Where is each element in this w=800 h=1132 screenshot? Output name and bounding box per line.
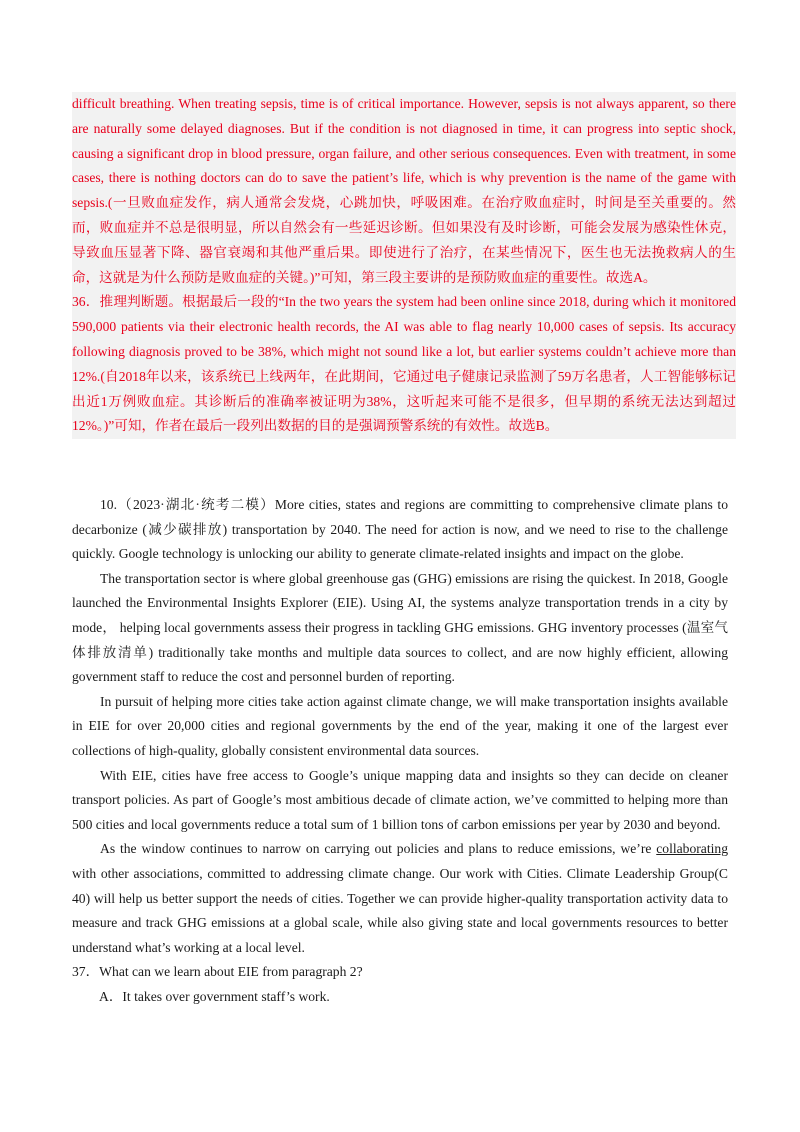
paragraph-5-end: with other associations, committed to addressing climate change. Our work with Cities. Climate Leadership Group(C 40) will help us better support the needs of cities. Together we can provide higher-quality transportation activity data to measure and track GHG emissions at a global scale, while also giving state and local governments resources to better understand what’s working at a local level. — [72, 865, 728, 955]
answer-explanation-36: 36．推理判断题。根据最后一段的“In the two years the system had been online since 2018, during which it monitored 590,000 patients via their electronic health records, the AI was able to flag nearly 10,000 cases of sepsis. Its accuracy following diagnosis proved to be 38%, which might not sound like a lot, but earlier systems couldn’t achieve more than 12%.(自2018年以来，该系统已上线两年，在此期间，它通过电子健康记录监测了59万名患者，人工智能够标记出近1万例败血症。其诊断后的准确率被证明为38%，这听起来可能不是很多，但早期的系统无法达到超过12%。)”可知，作者在最后一段列出数据的目的是强调预警系统的有效性。故选B。 — [72, 294, 736, 434]
question-37-option-a: A．It takes over government staff’s work. — [99, 988, 330, 1004]
answer-explanation-block — [72, 92, 736, 439]
passage-paragraph-3: In pursuit of helping more cities take action against climate change, we will make transportation insights available in EIE for over 20,000 cities and regional governments by the end of the year, making it one of the largest ever collections of high-quality, globally consistent environmental data sources. — [72, 693, 728, 758]
passage-paragraph-2: The transportation sector is where global greenhouse gas (GHG) emissions are rising the quickest. In 2018, Google launched the Environmental Insights Explorer (EIE). Using AI, the systems analyze transportation trends in a city by mode， helping local governments assess their progress in tackling GHG emissions. GHG inventory processes (温室气体排放清单) traditionally take months and multiple data sources to collect, and are now highly efficient, allowing government staff to reduce the cost and personnel burden of reporting. — [72, 570, 728, 685]
paragraph-1-text: More cities, states and regions are committing to comprehensive climate plans to decarbonize (减少碳排放) transportation by 2040. The need for action is now, and we need to rise to the challenge quickly. Google technology is unlocking our ability to generate climate-related insights and impact on the globe. — [72, 497, 728, 562]
question-number: 10. — [100, 497, 117, 512]
reading-passage — [72, 493, 728, 1009]
passage-paragraph-1 — [72, 493, 728, 567]
paragraph-5-start: As the window continues to narrow on carrying out policies and plans to reduce emissions, we’re — [100, 841, 657, 857]
question-source: （2023·湖北·统考二模） — [117, 497, 275, 512]
question-37-stem: 37．What can we learn about EIE from paragraph 2? — [72, 964, 363, 980]
passage-paragraph-4: With EIE, cities have free access to Google’s unique mapping data and insights so they can decide on cleaner transport policies. As part of Google’s most ambitious decade of climate action, we’ve committed to helping more than 500 cities and local governments reduce a total sum of 1 billion tons of carbon emissions per year by 2030 and beyond. — [72, 767, 728, 832]
answer-explanation-35: difficult breathing. When treating sepsis, time is of critical importance. However, sepsis is not always apparent, so there are naturally some delayed diagnoses. But if the condition is not diagnosed in time, it can progress into septic shock, causing a significant drop in blood pressure, organ failure, and other serious consequences. Even with treatment, in some cases, there is nothing doctors can do to save the patient’s life, which is why prevention is the name of the game with sepsis.(一旦败血症发作，病人通常会发烧，心跳加快，呼吸困难。在治疗败血症时，时间是至关重要的。然而，败血症并不总是很明显，所以自然会有一些延迟诊断。但如果没有及时诊断，可能会发展为感染性休克，导致血压显著下降、器官衰竭和其他严重后果。即使进行了治疗，在某些情况下，医生也无法挽救病人的生命，这就是为什么预防是败血症的关键。)”可知，第三段主要讲的是预防败血症的重要性。故选A。 — [72, 96, 736, 285]
underlined-word: collaborating — [656, 841, 728, 857]
passage-paragraph-5 — [72, 837, 728, 960]
